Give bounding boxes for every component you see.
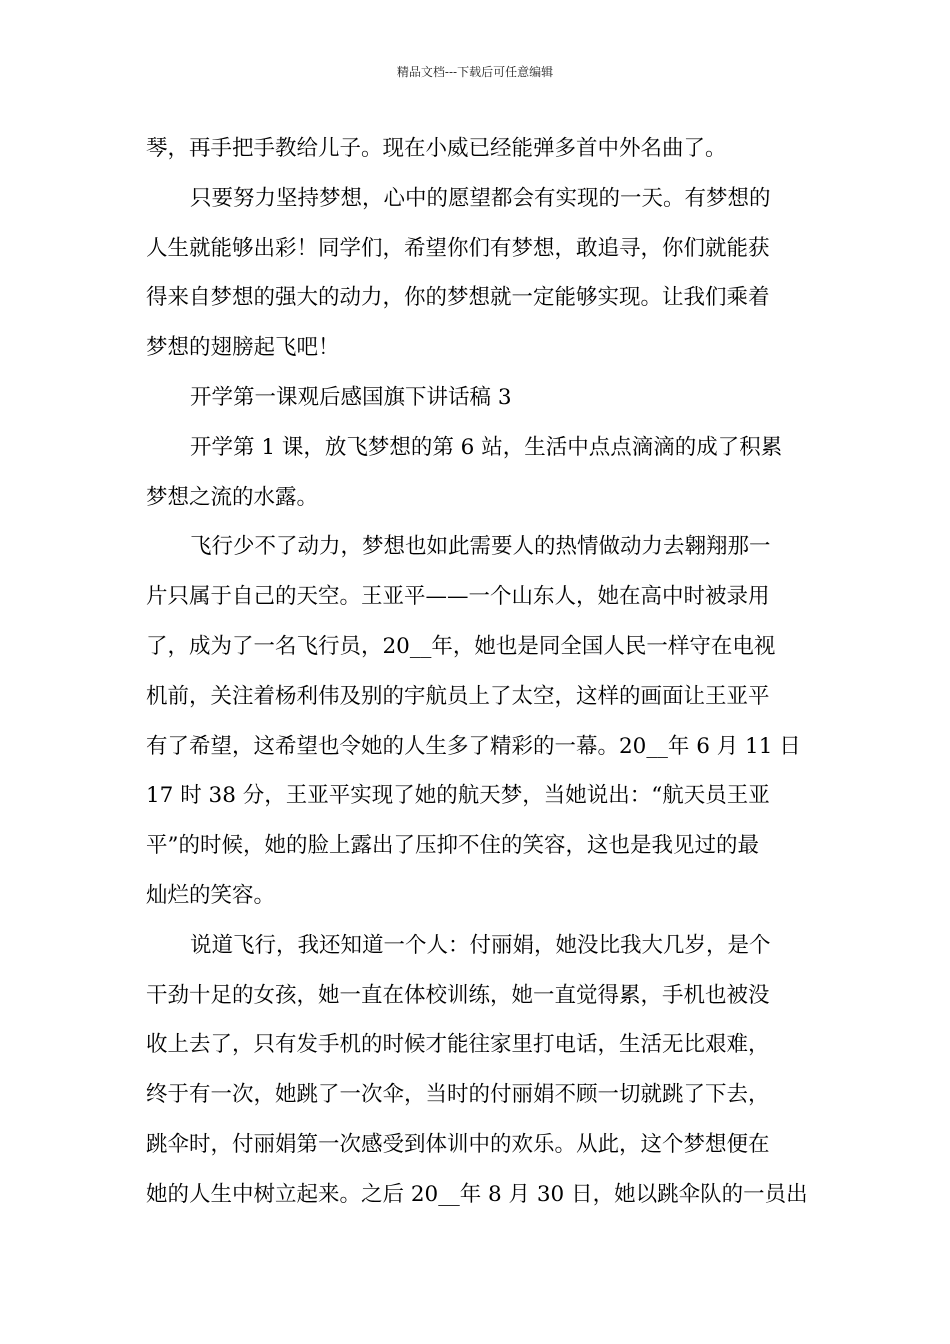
page-header: 精品文档---下载后可任意编辑 [396,65,554,79]
section-title: 开学第一课观后感国旗下讲话稿 3 [190,384,512,410]
text-line: 17 时 38 分，王亚平实现了她的航天梦，当她说出：“航天员王亚 [146,783,770,809]
text-line: 飞行少不了动力，梦想也如此需要人的热情做动力去翱翔那一 [190,534,771,560]
document-body [146,124,806,1220]
text-line: 干劲十足的女孩，她一直在体校训练，她一直觉得累，手机也被没 [146,982,770,1008]
text-line: 说道飞行，我还知道一个人：付丽娟，她没比我大几岁，是个 [190,932,771,958]
text-line: 梦想之流的水露。 [146,484,319,510]
text-line: 她的人生中树立起来。之后 20__年 8 月 30 日，她以跳伞队的一员出 [146,1181,808,1207]
text-line: 跳伞时，付丽娟第一次感受到体训中的欢乐。从此，这个梦想便在 [146,1131,770,1157]
text-line: 人生就能够出彩！同学们，希望你们有梦想，敢追寻，你们就能获 [146,235,770,261]
text-line: 灿烂的笑容。 [146,882,276,908]
text-line: 开学第 1 课，放飞梦想的第 6 站，生活中点点滴滴的成了积累 [190,434,783,460]
text-line: 了，成为了一名飞行员，20__年，她也是同全国人民一样守在电视 [146,633,776,659]
text-line: 得来自梦想的强大的动力，你的梦想就一定能够实现。让我们乘着 [146,285,770,311]
text-line: 平”的时候，她的脸上露出了压抑不住的笑容，这也是我见过的最 [146,833,759,859]
text-line: 有了希望，这希望也令她的人生多了精彩的一幕。20__年 6 月 11 日 [146,733,801,759]
text-line: 终于有一次，她跳了一次伞，当时的付丽娟不顾一切就跳了下去， [146,1082,770,1108]
text-line: 只要努力坚持梦想，心中的愿望都会有实现的一天。有梦想的 [190,185,771,211]
text-line: 机前，关注着杨利伟及别的宇航员上了太空，这样的画面让王亚平 [146,683,770,709]
text-line: 片只属于自己的天空。王亚平——一个山东人，她在高中时被录用 [146,584,770,610]
text-line: 梦想的翅膀起飞吧！ [146,335,340,361]
text-line: 琴，再手把手教给儿子。现在小威已经能弹多首中外名曲了。 [146,136,727,161]
text-line: 收上去了，只有发手机的时候才能往家里打电话，生活无比艰难， [146,1032,770,1058]
